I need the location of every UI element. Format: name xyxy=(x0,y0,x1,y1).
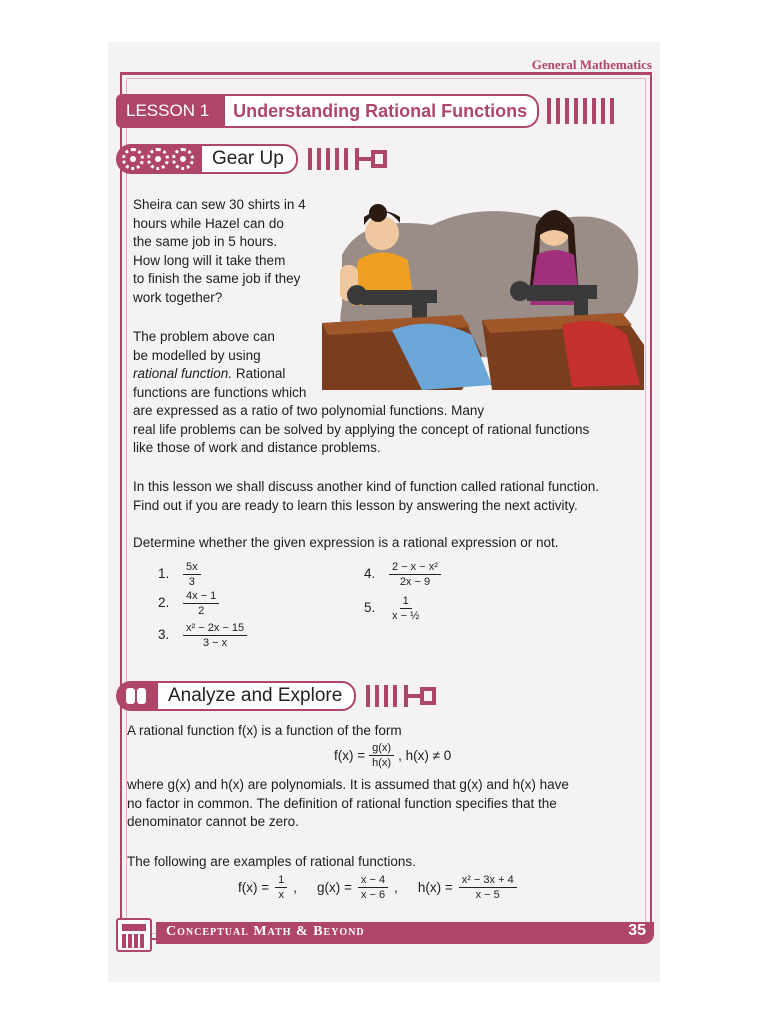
model-text: The problem above can be modelled by using rational function. Rational functions are functions which are expressed as a ratio of two polynomial functions. Many real life problems can be solved by applying the concept of rational functions like those of work and distance problems. xyxy=(133,329,590,455)
binoculars-icon xyxy=(116,681,156,711)
list-item: 3. $\frac{\text{x² − 2x − 15}}{3 - x}$ xyxy=(158,622,247,649)
analyze-heading xyxy=(116,680,436,712)
lesson-tag: LESSON 1 xyxy=(116,94,221,128)
lesson-title: Understanding Rational Functions xyxy=(221,94,539,128)
activity-items xyxy=(152,555,472,655)
lesson-stripes xyxy=(547,98,614,124)
list-item: 5. $\frac{1}{\text{x − ½}}$ xyxy=(364,595,420,622)
intro-text: In this lesson we shall discuss another kind of function called rational function. Find out if you are ready to learn this lesson by answering the next activity. xyxy=(133,479,600,513)
list-item: 2. $\frac{4x - 1}{2}$ xyxy=(158,590,219,617)
list-item: 4. $\frac{\text{2 − x − x²}}{2x - 9}$ xyxy=(364,561,441,588)
problem-text: Sheira can sew 30 shirts in 4 hours while Hazel can do the same job in 5 hours. How long will it take them to finish the same job if they work together? xyxy=(133,197,306,305)
lesson-bar xyxy=(116,92,614,130)
analyze-title: Analyze and Explore xyxy=(156,681,356,711)
calculator-icon xyxy=(116,918,152,952)
subject-header: General Mathematics xyxy=(531,57,652,72)
page-number: 35 xyxy=(628,922,646,939)
gears-icon xyxy=(116,144,200,174)
where-text: where g(x) and h(x) are polynomials. It is assumed that g(x) and h(x) have no factor in common. The definition of rational function specifies that the denominator cannot be zero. xyxy=(127,777,569,829)
rational-function-formula: f(x) = $\frac{g(x)}{h(x)}$ , h(x) ≠ 0 xyxy=(334,742,452,769)
gear-up-title: Gear Up xyxy=(200,144,298,174)
heading-decoration xyxy=(308,148,387,170)
list-item: 1. $\frac{5x}{3}$ xyxy=(158,561,201,588)
examples-formulas: f(x) = $\frac{1}{x}$ , g(x) = $\frac{x - 4}{x - 6}$ , h(x) = $\frac{\text{x² − 3x + 4}}{x - 5}$ xyxy=(238,874,517,901)
activity-instruction: Determine whether the given expression is a rational expression or not. xyxy=(133,535,559,550)
definition-text: A rational function f(x) is a function of the form xyxy=(127,723,402,738)
heading-decoration xyxy=(366,685,436,707)
page-footer xyxy=(116,918,656,946)
examples-intro: The following are examples of rational functions. xyxy=(127,854,416,869)
brand-name: Conceptual Math & Beyond xyxy=(166,924,365,939)
gear-up-heading xyxy=(116,143,387,175)
